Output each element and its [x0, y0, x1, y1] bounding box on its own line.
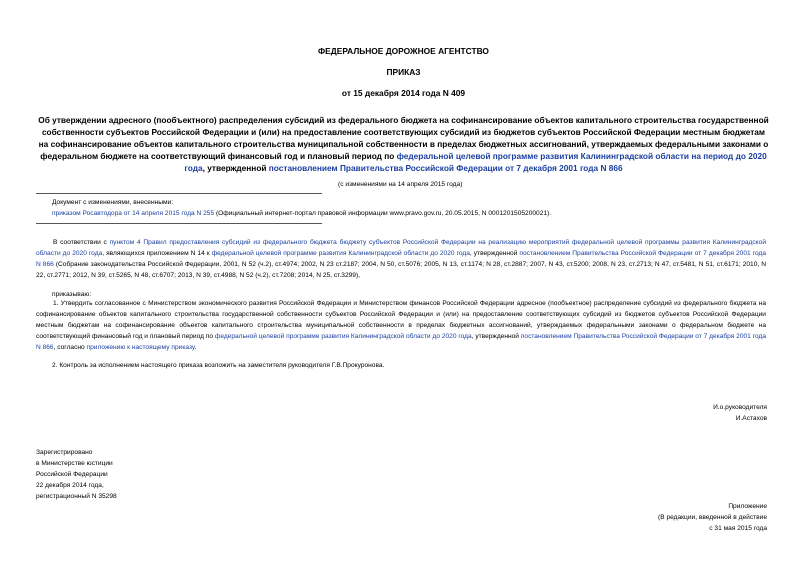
item1-text-2: , утвержденной	[471, 333, 521, 340]
registration-line-4: 22 декабря 2014 года,	[36, 482, 104, 489]
item1-text-4: .	[194, 344, 197, 351]
changes-line	[52, 208, 752, 219]
item1-text-3: , согласно	[53, 344, 87, 351]
item1-link-resolution[interactable]: постановлением Правительства Российской Федерации от 7 декабря 2001 года N 866	[36, 333, 766, 351]
item1-link-appendix[interactable]: приложению к настоящему приказу	[86, 344, 195, 351]
appendix-line-3: с 31 мая 2015 года	[709, 525, 767, 532]
item-2-paragraph: 2. Контроль за исполнением настоящего приказа возложить на заместителя руководителя Г.В.Прокуронова.	[52, 362, 385, 369]
preamble-link-program[interactable]: федеральной целевой программе развития Калининградской области до 2020 года	[211, 250, 470, 257]
preamble-text-4: (Собрание законодательства Российской Федерации, 2001, N 52 (ч.2), ст.4974; 2002, N 23 ст.2187; 2004, N 50, ст.5076; 2005, N 13, ст.1174; N 28, ст.2887; 2007, N 43, ст.5200; 2008, N 23, ст.2713; N 47, ст.5481, N 51, ст.6171; 2010, N 22, ст.2771; 2012, N 39, ст.5265, N 48, ст.6707; 2013, N 39, ст.4988, N 52 (ч.2), ст.7208; 2014, N 25, ст.3299),	[36, 261, 766, 279]
doc-type: ПРИКАЗ	[386, 67, 421, 77]
signature-name: И.Астахов	[735, 415, 767, 422]
preamble-paragraph	[36, 237, 766, 281]
registration-line-5: регистрационный N 35298	[36, 493, 117, 500]
document-title	[36, 114, 771, 174]
title-link-program[interactable]: федеральной целевой программе развития Калининградской области на период до 2020 года	[184, 151, 767, 173]
registration-block	[36, 447, 117, 502]
divider-bottom	[36, 223, 322, 224]
item1-link-program[interactable]: федеральной целевой программе развития Калининградской области до 2020 года	[214, 333, 472, 340]
preamble-link-rules[interactable]: пунктом 4 Правил предоставления субсидий из федерального бюджета бюджету субъектов Российской Федерации на реализацию мероприятий федеральной целевой программы развития Калининградской области до 2020 года	[36, 239, 766, 257]
item1-text-1: 1. Утвердить согласованное с Министерством экономического развития Российской Федерации и Министерством финансов Российской Федерации адресное (пообъектное) распределение субсидий из федерального бюджета на софинансирование объектов капитального строительства государственной собственности субъектов Российской Федерации и (или) на предоставление соответствующих субсидий из бюджетов субъектов Российской Федерации местным бюджетам на софинансирование объектов капитального строительства муниципальной собственности в пределах бюджетных ассигнований, утверждаемых федеральными законами о федеральном бюджете на соответствующий финансовый год и плановый период по	[36, 300, 766, 340]
registration-line-1: Зарегистрировано	[36, 449, 93, 456]
amended-note: (с изменениями на 14 апреля 2015 года)	[338, 181, 463, 188]
signature-role: И.о.руководителя	[713, 404, 767, 411]
signature-block	[713, 402, 767, 424]
preamble-link-resolution[interactable]: постановлением Правительства Российской Федерации от 7 декабря 2001 года N 866	[36, 250, 767, 268]
order-word: приказываю:	[52, 291, 92, 298]
preamble-text-3: , утвержденной	[469, 250, 520, 257]
registration-line-2: в Министерстве юстиции	[36, 460, 113, 467]
appendix-line-2: (В редакции, введенной в действие	[658, 514, 767, 521]
appendix-block	[658, 501, 767, 534]
changes-source: (Официальный интернет-портал правовой информации www.pravo.gov.ru, 20.05.2015, N 0001201505200021).	[214, 210, 552, 217]
divider-top	[36, 193, 322, 194]
changes-link[interactable]: приказом Росавтодора от 14 апреля 2015 года N 255	[52, 210, 215, 217]
preamble-text-1: В соответствии с	[53, 239, 110, 246]
item-1-paragraph	[36, 298, 766, 353]
title-text-2: , утвержденной	[202, 163, 269, 173]
appendix-line-1: Приложение	[728, 503, 767, 510]
agency-name: ФЕДЕРАЛЬНОЕ ДОРОЖНОЕ АГЕНТСТВО	[318, 46, 489, 56]
registration-line-3: Российской Федерации	[36, 471, 108, 478]
preamble-text-2: , являющихся приложением N 14 к	[102, 250, 212, 257]
title-link-resolution[interactable]: постановлением Правительства Российской Федерации от 7 декабря 2001 года N 866	[268, 163, 623, 173]
doc-date-number: от 15 декабря 2014 года N 409	[341, 88, 466, 98]
title-text-1: Об утверждении адресного (пообъектного) распределения субсидий из федерального бюджета на софинансирование объектов капитального строительства государственной собственности субъектов Российской Федерации и (или) на предоставление соответствующих субсидий из бюджетов субъектов Российской Федерации местным бюджетам на софинансирование объектов капитального строительства муниципальной собственности в пределах бюджетных ассигнований, утверждаемых федеральными законами о федеральном бюджете на соответствующий финансовый год и плановый период по	[38, 115, 769, 161]
changes-label: Документ с изменениями, внесенными:	[52, 199, 174, 206]
